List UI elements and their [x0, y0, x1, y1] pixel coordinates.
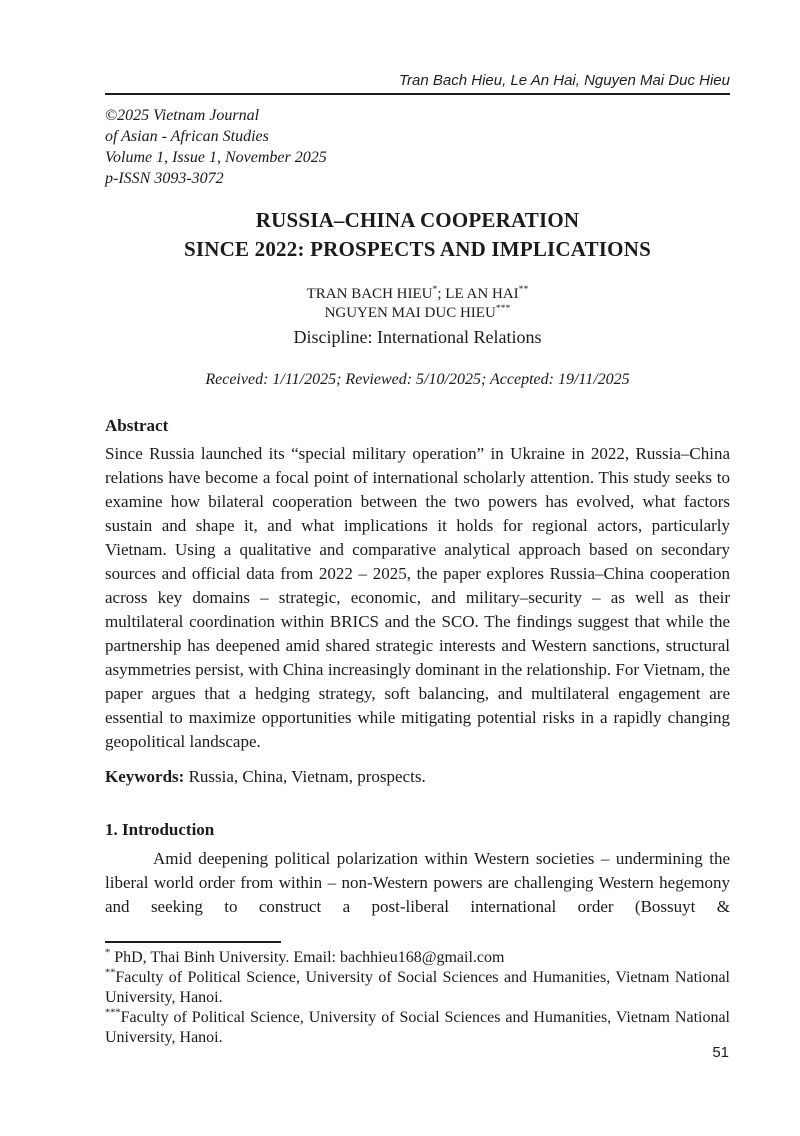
keywords-line — [105, 765, 730, 789]
introduction-heading: 1. Introduction — [105, 820, 215, 839]
journal-name-line: of Asian - African Studies — [105, 128, 269, 145]
discipline-line: Discipline: International Relations — [293, 327, 542, 347]
introduction-paragraph: Amid deepening political polarization within Western societies – undermining the liberal world order from within – non-Western powers are challenging Western hegemony and seeking to construct a post-liberal international order (Bossuyt & — [105, 849, 730, 916]
author-affiliation-marker-1: * — [432, 284, 438, 295]
authors-line-2 — [105, 304, 730, 323]
footnote-3-marker: *** — [105, 1007, 121, 1019]
footnote-2 — [105, 968, 730, 1008]
received-reviewed-accepted-line: Received: 1/11/2025; Reviewed: 5/10/2025; Accepted: 19/11/2025 — [205, 371, 630, 388]
footnote-3 — [105, 1008, 730, 1048]
author-name-1: TRAN BACH HIEU — [306, 286, 433, 302]
authors-line-1 — [105, 285, 730, 304]
page-number: 51 — [712, 1044, 729, 1061]
keywords-text: Russia, China, Vietnam, prospects. — [184, 767, 426, 786]
footnote-3-text: Faculty of Political Science, University of Social Sciences and Humanities, Vietnam National University, Hanoi. — [105, 1009, 730, 1046]
abstract-heading: Abstract — [105, 416, 169, 435]
footnote-1 — [105, 948, 730, 968]
footnote-1-text: PhD, Thai Binh University. Email: bachhieu168@gmail.com — [110, 949, 505, 966]
journal-volume-line: Volume 1, Issue 1, November 2025 — [105, 149, 327, 166]
page-content — [105, 72, 730, 919]
journal-info-block — [105, 105, 730, 189]
footnote-separator-rule — [105, 941, 281, 943]
footnote-1-marker: * — [105, 947, 111, 959]
author-affiliation-marker-3: *** — [495, 303, 511, 314]
authors-block — [105, 285, 730, 323]
keywords-label: Keywords: — [105, 767, 185, 786]
footnote-2-text: Faculty of Political Science, University of Social Sciences and Humanities, Vietnam National University, Hanoi. — [105, 969, 730, 1006]
author-name-3: NGUYEN MAI DUC HIEU — [324, 305, 496, 321]
journal-copyright-line: ©2025 Vietnam Journal — [105, 107, 260, 124]
paper-title-line-2: SINCE 2022: PROSPECTS AND IMPLICATIONS — [184, 237, 651, 261]
journal-issn-line: p-ISSN 3093-3072 — [105, 170, 224, 187]
paper-title-line-1: RUSSIA–CHINA COOPERATION — [255, 208, 580, 232]
paper-title — [105, 206, 730, 264]
author-name-2: ; LE AN HAI — [437, 286, 519, 302]
footnote-2-marker: ** — [105, 967, 116, 979]
running-head-authors: Tran Bach Hieu, Le An Hai, Nguyen Mai Duc Hieu — [105, 72, 730, 95]
author-affiliation-marker-2: ** — [518, 284, 529, 295]
footnote-area — [105, 941, 730, 1048]
abstract-paragraph: Since Russia launched its “special military operation” in Ukraine in 2022, Russia–China relations have become a focal point of international scholarly attention. This study seeks to examine how bilateral cooperation between the two powers has evolved, what factors sustain and shape it, and what implications it holds for regional actors, particularly Vietnam. Using a qualitative and comparative analytical approach based on secondary sources and official data from 2022 – 2025, the paper explores Russia–China cooperation across key domains – strategic, economic, and military–security – as well as their multilateral coordination within BRICS and the SCO. The findings suggest that while the partnership has deepened amid shared strategic interests and Western sanctions, structural asymmetries persist, with China increasingly dominant in the relationship. For Vietnam, the paper argues that a hedging strategy, soft balancing, and multilateral engagement are essential to maximize opportunities while mitigating potential risks in a rapidly changing geopolitical landscape. — [105, 444, 730, 751]
